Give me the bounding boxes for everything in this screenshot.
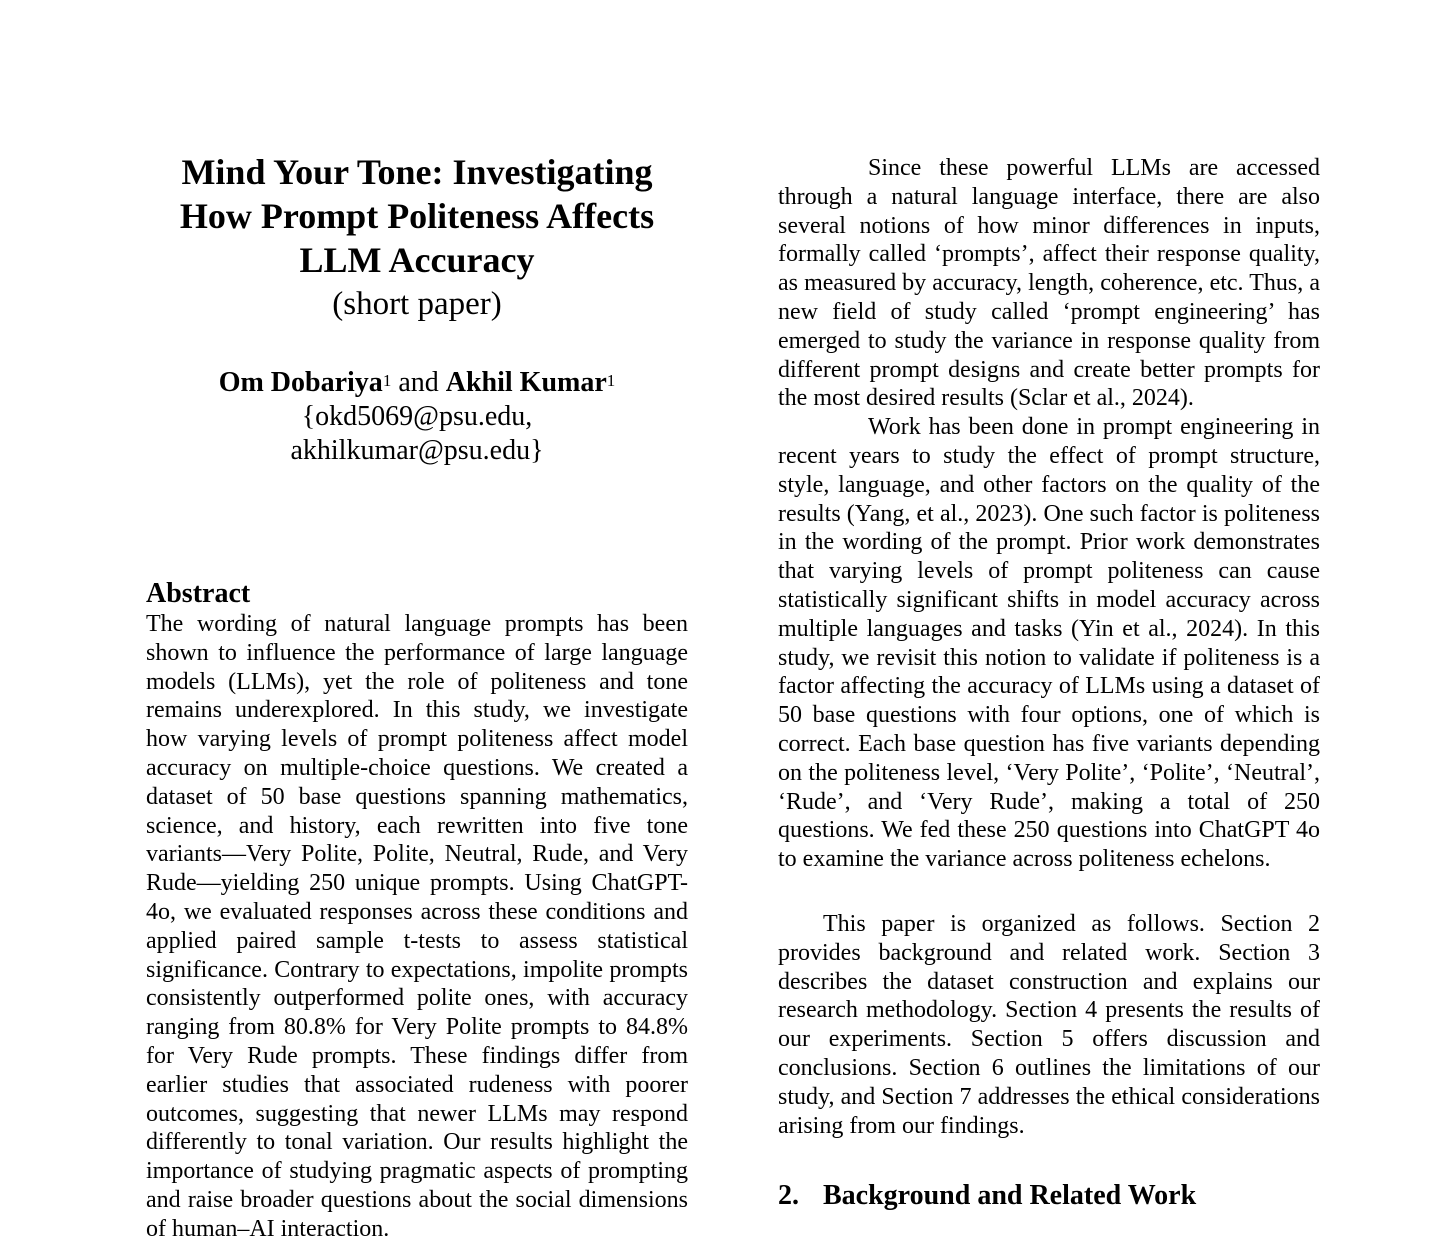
body-paragraph-3: This paper is organized as follows. Section 2 provides background and related work. Section 3 describes the dataset construction and explains our research methodology. Section 4 presents the results of our experiments. Section 5 offers discussion and conclusions. Section 6 outlines the limitations of our study, and Section 7 addresses the ethical considerations arising from our findings. <box>778 910 1320 1139</box>
section-2-title: Background and Related Work <box>823 1180 1197 1212</box>
abstract-text: The wording of natural language prompts has been shown to influence the performance of large language models (LLMs), yet the role of politeness and tone remains underexplored. In this study, we investigate how varying levels of prompt politeness affect model accuracy on multiple-choice questions. We created a dataset of 50 base questions spanning mathematics, science, and history, each rewritten into five tone variants—Very Polite, Polite, Neutral, Rude, and Very Rude—yielding 250 unique prompts. Using ChatGPT-4o, we evaluated responses across these conditions and applied paired sample t-tests to assess statistical significance. Contrary to expectations, impolite prompts consistently outperformed polite ones, with accuracy ranging from 80.8% for Very Polite prompts to 84.8% for Very Rude prompts. These findings differ from earlier studies that associated rudeness with poorer outcomes, suggesting that newer LLMs may respond differently to tonal variation. Our results highlight the importance of studying pragmatic aspects of prompting and raise broader questions about the social dimensions of human–AI interaction. <box>146 611 688 1242</box>
author-2-affiliation: 1 <box>606 371 616 390</box>
author-conjunction: and <box>398 367 439 398</box>
abstract-heading: Abstract <box>146 578 251 609</box>
body-paragraph-2: Work has been done in prompt engineering in recent years to study the effect of prompt structure, style, language, and other factors on the quality of the results (Yang, et al., 2023). One such factor is politeness in the wording of the prompt. Prior work demonstrates that varying levels of prompt politeness can cause statistically significant shifts in model accuracy across multiple languages and tasks (Yin et al., 2024). In this study, we revisit this notion to validate if politeness is a factor affecting the accuracy of LLMs using a dataset of 50 base questions with four options, one of which is correct. Each base question has five variants depending on the politeness level, ‘Very Polite’, ‘Polite’, ‘Neutral’, ‘Rude’, and ‘Very Rude’, making a total of 250 questions. We fed these 250 questions into ChatGPT 4o to examine the variance across politeness echelons. <box>778 414 1320 873</box>
author-1-affiliation: 1 <box>382 371 392 390</box>
section-2-number: 2. <box>778 1180 799 1212</box>
author-line <box>146 366 688 400</box>
author-emails <box>146 400 688 468</box>
email-line-2: akhilkumar@psu.edu} <box>290 435 544 466</box>
author-1-name: Om Dobariya <box>218 367 383 398</box>
paper-title-line-1: Mind Your Tone: Investigating <box>181 152 653 192</box>
right-column <box>778 154 1320 1212</box>
paper-subtitle: (short paper) <box>332 286 502 322</box>
paper-title-line-3: LLM Accuracy <box>299 240 535 280</box>
body-paragraph-1: Since these powerful LLMs are accessed through a natural language interface, there are also several notions of how minor differences in inputs, formally called ‘prompts’, affect their response quality, as measured by accuracy, length, coherence, etc. Thus, a new field of study called ‘prompt engineering’ has emerged to study the variance in response quality from different prompt designs and create better prompts for the most desired results (Sclar et al., 2024). <box>778 155 1320 412</box>
paper-title-line-2: How Prompt Politeness Affects <box>179 196 655 236</box>
email-line-1: {okd5069@psu.edu, <box>301 401 533 432</box>
title-block <box>146 150 688 326</box>
author-2-name: Akhil Kumar <box>445 367 607 398</box>
section-2-heading <box>778 1180 1320 1212</box>
left-column <box>146 150 688 1244</box>
